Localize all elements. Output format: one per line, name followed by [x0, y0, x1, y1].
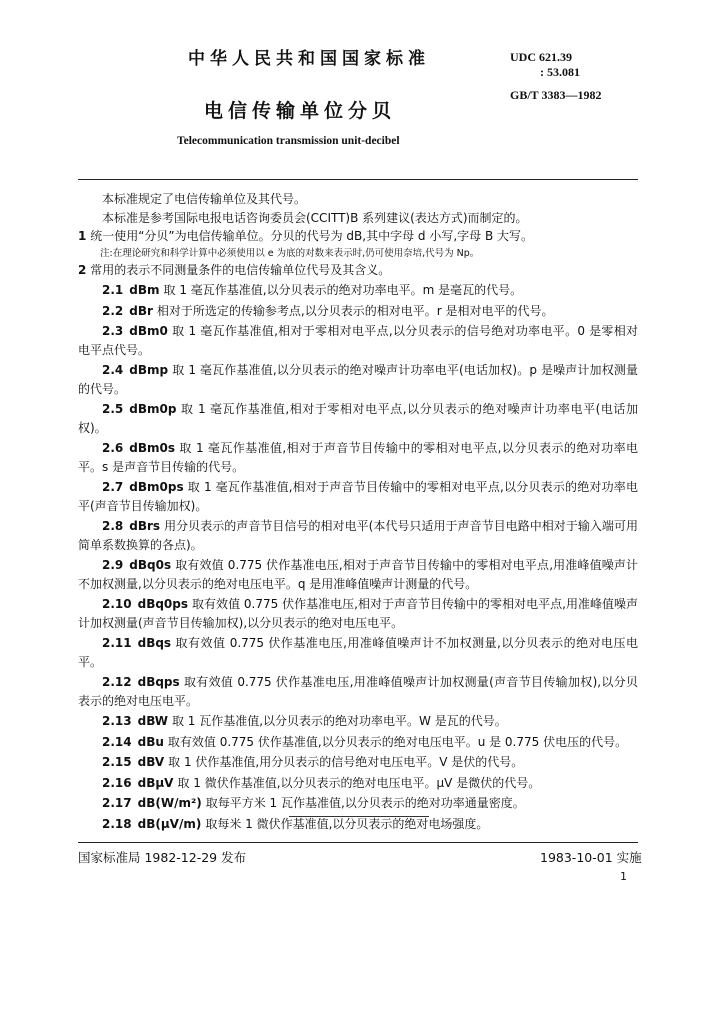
definition-number: 2.16 [102, 775, 132, 790]
definition-item [78, 302, 638, 321]
definition-number: 2.8 [102, 519, 124, 533]
definition-number: 2.15 [102, 755, 132, 769]
section-2-number: 2 [78, 262, 87, 277]
definition-text: 相对于所选定的传输参考点,以分贝表示的相对电平。r 是相对电平的代号。 [156, 303, 554, 318]
page-number: 1 [620, 870, 627, 883]
definition-code: dBm0ps [129, 480, 184, 494]
definition-number: 2.18 [102, 816, 132, 831]
document-title: 电信传输单位分贝 [204, 100, 397, 122]
definition-item [78, 439, 638, 476]
definition-number: 2.12 [102, 675, 132, 689]
definition-item [78, 556, 638, 593]
definition-text: 取 1 毫瓦作基准值,相对于声音节目传输中的零相对电平点,以分贝表示的绝对功率电平。s 是声音节目传输的代号。 [78, 441, 638, 474]
definition-item [78, 281, 638, 300]
section-1-note: 注:在理论研究和科学计算中必须使用以 e 为底的对数来表示时,仍可使用奈培,代号为 Np。 [100, 247, 480, 259]
definition-number: 2.1 [102, 283, 124, 297]
definition-code: dBqps [137, 675, 180, 689]
definition-item [78, 774, 638, 793]
definition-number: 2.14 [102, 734, 132, 749]
definition-number: 2.4 [102, 363, 124, 377]
definition-text: 取 1 毫瓦作基准值,相对于声音节目传输中的零相对电平点,以分贝表示的绝对功率电平(声音节目传输加权)。 [78, 480, 638, 513]
definition-number: 2.9 [102, 558, 124, 572]
definition-code: dBq0ps [137, 597, 189, 611]
end-divider [289, 816, 429, 817]
definition-code: dBμV [137, 775, 174, 790]
definition-text: 取 1 伏作基准值,用分贝表示的信号绝对电压电平。V 是伏的代号。 [168, 755, 524, 769]
definition-code: dBrs [129, 519, 161, 533]
definition-item [78, 815, 638, 834]
definition-number: 2.10 [102, 597, 132, 611]
definition-code: dB(μV/m) [137, 816, 202, 831]
definition-item [78, 322, 638, 359]
udc-line-1: UDC 621.39 [510, 50, 572, 64]
definition-code: dBq0s [129, 558, 172, 572]
definition-text: 取有效值 0.775 伏作基准电压,用准峰值噪声计不加权测量,以分贝表示的绝对电压电平。 [78, 636, 638, 669]
intro-paragraph-2: 本标准是参考国际电报电话咨询委员会(CCITT)B 系列建议(表达方式)而制定的。 [102, 210, 528, 225]
issue-date: 国家标准局 1982-12-29 发布 [78, 850, 247, 865]
definition-text: 取 1 毫瓦作基准值,以分贝表示的绝对功率电平。m 是毫瓦的代号。 [163, 283, 523, 297]
definition-text: 取有效值 0.775 伏作基准电压,相对于声音节目传输中的零相对电平点,用准峰值噪声计加权测量(声音节目传输加权),以分贝表示的绝对电压电平。 [78, 597, 638, 630]
definition-code: dBm0 [129, 324, 168, 338]
definition-text: 用分贝表示的声音节目信号的相对电平(本代号只适用于声音节目电路中相对于输入端可用简单系数换算的各点)。 [78, 519, 638, 552]
definition-text: 取每米 1 微伏作基准值,以分贝表示的绝对电场强度。 [205, 816, 489, 831]
definition-code: dBqs [137, 636, 172, 650]
definition-item [78, 517, 638, 554]
definition-number: 2.3 [102, 324, 124, 338]
definition-number: 2.13 [102, 714, 132, 728]
definition-text: 取 1 毫瓦作基准值,相对于零相对电平点,以分贝表示的信号绝对功率电平。0 是零相对电平点代号。 [78, 324, 638, 357]
section-2 [78, 261, 638, 280]
definition-item [78, 753, 638, 772]
document-body [78, 190, 638, 833]
definition-number: 2.11 [102, 636, 132, 650]
definition-text: 取 1 微伏作基准值,以分贝表示的绝对电压电平。μV 是微伏的代号。 [177, 775, 541, 790]
definition-item [78, 712, 638, 731]
definition-code: dBr [129, 303, 153, 318]
definition-text: 取每平方米 1 瓦作基准值,以分贝表示的绝对功率通量密度。 [205, 796, 525, 810]
definition-list [78, 281, 638, 833]
intro-paragraph-1: 本标准规定了电信传输单位及其代号。 [102, 192, 307, 206]
udc-line-2: : 53.081 [540, 65, 580, 79]
definition-code: dBu [137, 734, 164, 749]
definition-text: 取 1 瓦作基准值,以分贝表示的绝对功率电平。W 是瓦的代号。 [171, 714, 507, 728]
standard-category: 中华人民共和国国家标准 [188, 49, 430, 69]
udc-code [510, 50, 580, 80]
definition-code: dBmp [129, 363, 169, 377]
definition-text: 取有效值 0.775 伏作基准电压,用准峰值噪声计加权测量(声音节目传输加权),以分贝表示的绝对电压电平。 [78, 675, 638, 708]
definition-code: dBV [137, 755, 165, 769]
definition-item [78, 634, 638, 671]
effective-date: 1983-10-01 实施 [540, 850, 642, 865]
section-1-text: 统一使用“分贝”为电信传输单位。分贝的代号为 dB,其中字母 d 小写,字母 B 大写。 [90, 229, 534, 243]
section-1-number: 1 [78, 229, 87, 243]
definition-code: dBW [137, 714, 168, 728]
standard-number: GB/T 3383—1982 [510, 88, 602, 102]
header-divider [78, 179, 638, 180]
definition-text: 取 1 毫瓦作基准值,相对于零相对电平点,以分贝表示的绝对噪声计功率电平(电话加权)。 [78, 402, 638, 435]
definition-code: dB(W/m²) [137, 796, 202, 810]
footer-divider [78, 842, 638, 843]
definition-text: 取有效值 0.775 伏作基准值,以分贝表示的绝对电压电平。u 是 0.775 伏电压的代号。 [167, 734, 628, 749]
definition-item [78, 673, 638, 710]
definition-item [78, 595, 638, 632]
definition-item [78, 400, 638, 437]
definition-item [78, 794, 638, 813]
definition-text: 取 1 毫瓦作基准值,以分贝表示的绝对噪声计功率电平(电话加权)。p 是噪声计加权测量的代号。 [78, 363, 638, 396]
definition-code: dBm0s [129, 441, 175, 455]
definition-number: 2.5 [102, 402, 124, 416]
definition-item [78, 478, 638, 515]
definition-item [78, 733, 638, 752]
definition-number: 2.17 [102, 796, 132, 810]
section-1 [78, 227, 638, 246]
definition-item [78, 361, 638, 398]
definition-code: dBm [129, 283, 160, 297]
definition-code: dBm0p [129, 402, 177, 416]
definition-text: 取有效值 0.775 伏作基准电压,相对于声音节目传输中的零相对电平点,用准峰值噪声计不加权测量,以分贝表示的绝对电压电平。q 是用准峰值噪声计测量的代号。 [78, 558, 638, 591]
definition-number: 2.6 [102, 441, 124, 455]
definition-number: 2.2 [102, 303, 124, 318]
section-2-text: 常用的表示不同测量条件的电信传输单位代号及其含义。 [90, 262, 391, 277]
document-subtitle: Telecommunication transmission unit-decibel [177, 135, 400, 147]
definition-number: 2.7 [102, 480, 124, 494]
